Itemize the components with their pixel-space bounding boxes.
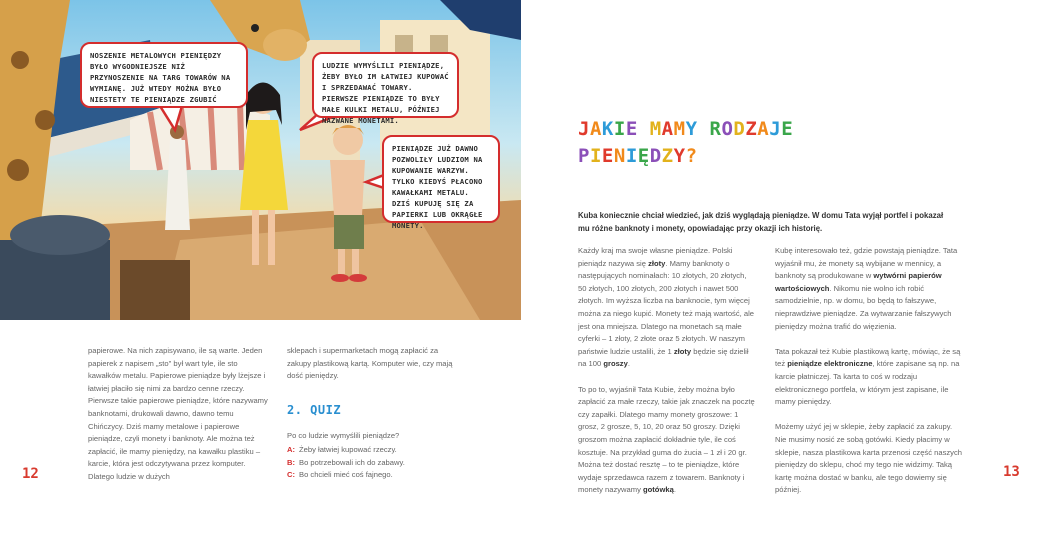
title-letter: D [733, 118, 746, 140]
quiz-heading: 2. QUIZ [287, 403, 342, 417]
paragraph [578, 384, 756, 497]
paragraph [775, 245, 965, 333]
page-number-right: 13 [1003, 464, 1020, 480]
speech-bubble-2: LUDZIE WYMYŚLILI PIENIĄDZE, ŻEBY BYŁO IM ŁATWIEJ KUPOWAĆ I SPRZEDAWAĆ TOWARY. PIERWSZE PIENIĄDZE TO BYŁY MAŁE KULKI METALU, PÓŹNIEJ NAZWANE MONETAMI. [312, 52, 459, 118]
title-letter: Y [685, 118, 698, 140]
quiz-option-text: Bo chcieli mieć coś fajnego. [299, 470, 393, 480]
title-letter: Z [745, 118, 758, 140]
text: . Nikomu nie wolno ich robić samodzielnie, np. w domu, bo będą to fałszywe, nieprawdziwe pieniądze. Za wytwarzanie fałszywych pieniędzy można trafić do więzienia. [775, 283, 952, 331]
bold-term: złoty [673, 346, 692, 356]
left-page-text-col1: papierowe. Na nich zapisywano, ile są warte. Jeden papierek z napisem „sto" był wart tyle, ile sto kawałków metalu. Papierowe pieniądze były lżejsze i łatwiej płaciło się nimi za bardzo cenne rzeczy. Pierwsze takie papierowe pieniądze, które nazywamy banknotami, drukowali dawno, dawno temu Chińczycy. Dziś mamy metalowe i papierowe pieniądze, czyli monety i banknoty. Ale można też zapłacić, ile mamy pieniędzy, na kawałku plastiku – karcie, która jest odczytywana przez komputer. Dlatego ludzie w dużych [88, 346, 268, 481]
title-line-2 [578, 143, 838, 170]
quiz-option-c [287, 469, 457, 482]
bold-term: złoty [648, 258, 666, 268]
title-letter: N [613, 145, 626, 167]
title-letter: E [625, 118, 638, 140]
speech-bubble-3: PIENIĄDZE JUŻ DAWNO POZWOLIŁY LUDZIOM NA KUPOWANIE WARZYW. TYLKO KIEDYŚ PŁACONO KAWAŁKAMI METALU. DZIŚ KUPUJĘ SIĘ ZA PAPIERKI LUB OKRĄGŁE MONETY. [382, 135, 500, 223]
market-illustration [0, 0, 521, 320]
title-letter: ? [685, 145, 698, 167]
title-letter: I [613, 118, 626, 140]
text: Tata pokazał też Kubie plastikową kartę, mówiąc, że są też [775, 346, 961, 369]
title-letter: P [578, 145, 590, 167]
title-letter: Ę [637, 145, 650, 167]
title-letter: M [673, 118, 686, 140]
bold-term: gotówką [643, 485, 674, 495]
text: , które zapisane są np. na karcie płatniczej. Ta karta to coś w rodzaju elektronicznego portfela, w którym jest zapisane, ile mamy pieniędzy. [775, 359, 960, 407]
title-letter: J [578, 118, 590, 140]
quiz-option-b [287, 457, 457, 470]
title-letter: R [709, 118, 722, 140]
paragraph [775, 346, 965, 409]
title-letter: A [757, 118, 770, 140]
text: będzie się dzielił na 100 [578, 346, 749, 369]
quiz-option-letter: C: [287, 470, 296, 480]
speech-bubble-1: NOSZENIE METALOWYCH PIENIĘDZY BYŁO WYGODNIEJSZE NIŻ PRZYNOSZENIE NA TARG TOWARÓW NA WYMIANĘ. JUŻ WTEDY MOŻNA BYŁO NIESTETY TE PIENIĄDZE ZGUBIĆ [80, 42, 248, 108]
text: To po to, wyjaśnił Tata Kubie, żeby można było zapłacić za małe rzeczy, takie jak znaczek na pocztę czy zapałki. Dlatego mamy monety groszowe: 1 grosz, 2 grosze, 5, 10, 20 oraz 50 groszy. Dzięki groszom można zapłacić dokładnie tyle, ile coś kosztuje. Na przykład guma do żucia – 1 zł i 20 gr. Można też dostać resztę – to te pieniądze, które wydaje sprzedawca razem z towarem. Banknoty i monety nazywamy [578, 384, 755, 495]
title-letter: E [601, 145, 614, 167]
title-letter: K [601, 118, 614, 140]
title-letter: M [649, 118, 662, 140]
quiz-options [287, 444, 457, 482]
page-number-left: 12 [22, 466, 39, 482]
right-page-text-col2 [775, 245, 965, 509]
title-letter: I [589, 145, 602, 167]
page-title [578, 116, 838, 170]
text: Każdy kraj ma swoje własne pieniądze. Polski pieniądz nazywa się [578, 246, 733, 268]
quiz-option-letter: B: [287, 457, 296, 467]
intro-paragraph: Kuba koniecznie chciał wiedzieć, jak dziś wyglądają pieniądze. W domu Tata wyjął portfel i pokazał mu różne banknoty i monety, opowiadając przy okazji ich historię. [578, 211, 944, 233]
text: . Mamy banknoty o następujących nominałach: 10 złotych, 20 złotych, 50 złotych, 100 złotych, 200 złotych i nawet 500 złotych. Im wyższa liczba na banknocie, tym więcej można za niego kupić. Monety też mają wartość, ale jest ona mniejsza. Dlatego na monetach są małe cyferki – 1 złoty, 2 złote oraz 5 złotych. W naszym państwie ludzie ustalili, że 1 [578, 258, 755, 356]
bold-term: pieniądze elektroniczne [787, 359, 873, 369]
quiz-option-text: Bo potrzebowali ich do zabawy. [299, 457, 405, 467]
text: . [627, 359, 630, 369]
title-letter: J [769, 118, 782, 140]
left-page-text-col2: sklepach i supermarketach mogą zapłacić za zakupy plastikową kartą. Komputer wie, czy mają dość pieniędzy. [287, 346, 453, 381]
right-page-text-col1 [578, 245, 756, 509]
title-letter: O [721, 118, 734, 140]
title-letter: Y [673, 145, 686, 167]
title-letter [638, 116, 650, 143]
title-letter [698, 116, 710, 143]
text: Kubę interesowało też, gdzie powstają pieniądze. Tata wyjaśnił mu, że monety są wybijane w mennicy, a banknoty są produkowane w [775, 246, 958, 281]
title-letter: A [589, 118, 602, 140]
bold-term: groszy [603, 359, 628, 369]
title-letter: I [625, 145, 638, 167]
quiz-option-text: Żeby łatwiej kupować rzeczy. [299, 445, 397, 454]
quiz-option-a [287, 444, 457, 457]
paragraph [578, 245, 756, 371]
bold-term: wytwórni papierów wartościowych [775, 271, 942, 293]
quiz-option-letter: A: [287, 445, 296, 454]
title-letter: D [649, 145, 662, 167]
title-letter: A [661, 118, 674, 140]
quiz-question: Po co ludzie wymyślili pieniądze? [287, 431, 400, 440]
title-letter: Z [661, 145, 674, 167]
text: . [673, 485, 676, 495]
paragraph: Możemy użyć jej w sklepie, żeby zapłacić za zakupy. Nie musimy nosić ze sobą gotówki. Kiedy płacimy w sklepie, nasza plastikowa karta przenosi część naszych pieniędzy do sklepu, choć my tego nie widzimy. Taką kartę można dostać w banku, ale tego dowiemy się później. [775, 422, 962, 495]
title-line-1 [578, 116, 838, 143]
title-letter: E [781, 118, 794, 140]
